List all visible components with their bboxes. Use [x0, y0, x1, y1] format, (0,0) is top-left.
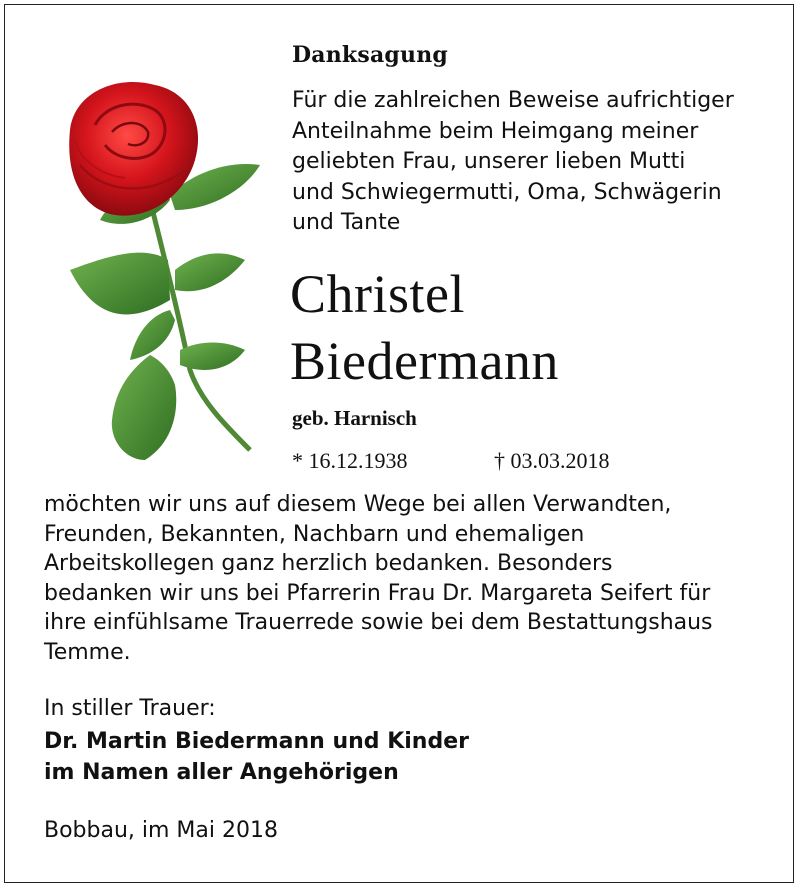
intro-line: geliebten Frau, unserer lieben Mutti — [292, 149, 686, 174]
body-line: ihre einfühlsame Trauerrede sowie bei dem Bestattungshaus — [44, 610, 713, 636]
notice-heading: Danksagung — [292, 42, 448, 68]
signers — [44, 726, 469, 788]
deceased-first-name: Christel — [290, 264, 465, 324]
body-line: möchten wir uns auf diesem Wege bei allen Verwandten, — [44, 492, 672, 517]
body-line: Freunden, Bekannten, Nachbarn und ehemaligen — [44, 521, 585, 547]
deceased-last-name: Biedermann — [290, 331, 559, 391]
maiden-name: geb. Harnisch — [292, 406, 417, 430]
body-line: Temme. — [44, 639, 131, 665]
place-date: Bobbau, im Mai 2018 — [44, 818, 278, 843]
signer-line: Dr. Martin Biedermann und Kinder — [44, 729, 469, 754]
intro-line: und Tante — [292, 210, 401, 235]
mourning-label: In stiller Trauer: — [44, 696, 216, 721]
signer-line: im Namen aller Angehörigen — [44, 760, 399, 785]
intro-line: und Schwiegermutti, Oma, Schwägerin — [292, 179, 722, 205]
body-line: Arbeitskollegen ganz herzlich bedanken. Besonders — [44, 551, 613, 577]
death-date: † 03.03.2018 — [494, 448, 610, 473]
intro-line: Anteilnahme beim Heimgang meiner — [292, 118, 699, 144]
birth-date: * 16.12.1938 — [292, 448, 408, 473]
body-text — [44, 490, 784, 668]
red-rose-icon — [50, 70, 280, 470]
body-line: bedanken wir uns bei Pfarrerin Frau Dr. Margareta Seifert für — [44, 580, 711, 606]
intro-text — [292, 86, 782, 239]
intro-line: Für die zahlreichen Beweise aufrichtiger — [292, 88, 734, 113]
